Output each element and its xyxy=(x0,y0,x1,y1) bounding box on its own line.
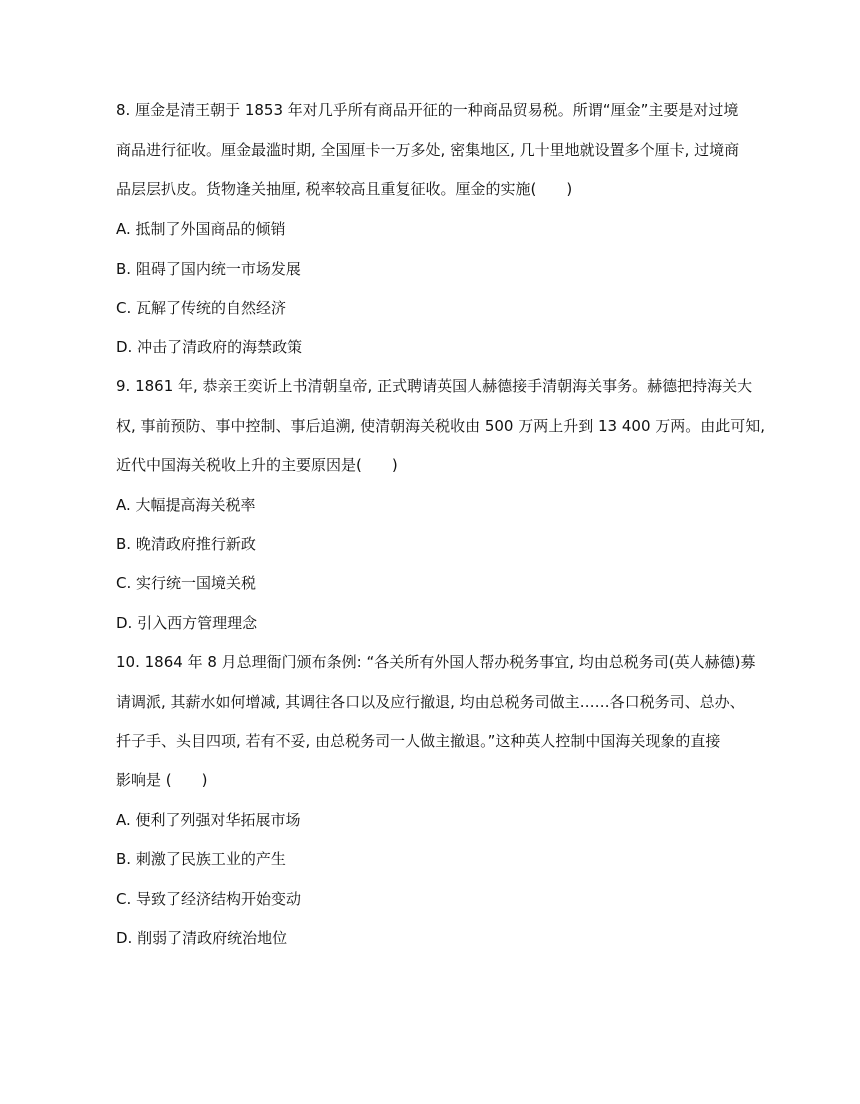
question-stem-line: 扦子手、头目四项, 若有不妥, 由总税务司一人做主撤退。”这种英人控制中国海关现象的直接 xyxy=(116,732,721,750)
option-b: B. 阻碍了国内统一市场发展 xyxy=(116,260,301,278)
question-stem-line: 权, 事前预防、事中控制、事后追溯, 使清朝海关税收由 500 万两上升到 13 400 万两。由此可知, xyxy=(116,417,766,435)
question-stem-line: 9. 1861 年, 恭亲王奕䜣上书清朝皇帝, 正式聘请英国人赫德接手清朝海关事务。赫德把持海关大 xyxy=(116,377,753,395)
option-b: B. 刺激了民族工业的产生 xyxy=(116,850,286,868)
option-c: C. 导致了经济结构开始变动 xyxy=(116,890,302,908)
question-stem-line: 10. 1864 年 8 月总理衙门颁布条例: “各关所有外国人帮办税务事宜, 均由总税务司(英人赫德)募 xyxy=(116,653,756,671)
question-stem-line: 影响是 ( ) xyxy=(116,771,208,789)
option-c: C. 瓦解了传统的自然经济 xyxy=(116,299,287,317)
option-b: B. 晚清政府推行新政 xyxy=(116,535,256,553)
option-a: A. 抵制了外国商品的倾销 xyxy=(116,220,286,238)
option-d: D. 冲击了清政府的海禁政策 xyxy=(116,338,303,356)
option-a: A. 大幅提高海关税率 xyxy=(116,496,256,514)
option-d: D. 引入西方管理理念 xyxy=(116,614,258,632)
question-stem-line: 近代中国海关税收上升的主要原因是( ) xyxy=(116,456,398,474)
option-d: D. 削弱了清政府统治地位 xyxy=(116,929,288,947)
question-stem-line: 请调派, 其薪水如何增减, 其调往各口以及应行撤退, 均由总税务司做主……各口税务司、总办、 xyxy=(116,693,745,711)
option-a: A. 便利了列强对华拓展市场 xyxy=(116,811,301,829)
option-c: C. 实行统一国境关税 xyxy=(116,574,257,592)
question-stem-line: 商品进行征收。厘金最滥时期, 全国厘卡一万多处, 密集地区, 几十里地就设置多个厘卡, 过境商 xyxy=(116,141,740,159)
question-stem-line: 8. 厘金是清王朝于 1853 年对几乎所有商品开征的一种商品贸易税。所谓“厘金”主要是对过境 xyxy=(116,101,739,119)
question-stem-line: 品层层扒皮。货物逢关抽厘, 税率较高且重复征收。厘金的实施( ) xyxy=(116,180,573,198)
